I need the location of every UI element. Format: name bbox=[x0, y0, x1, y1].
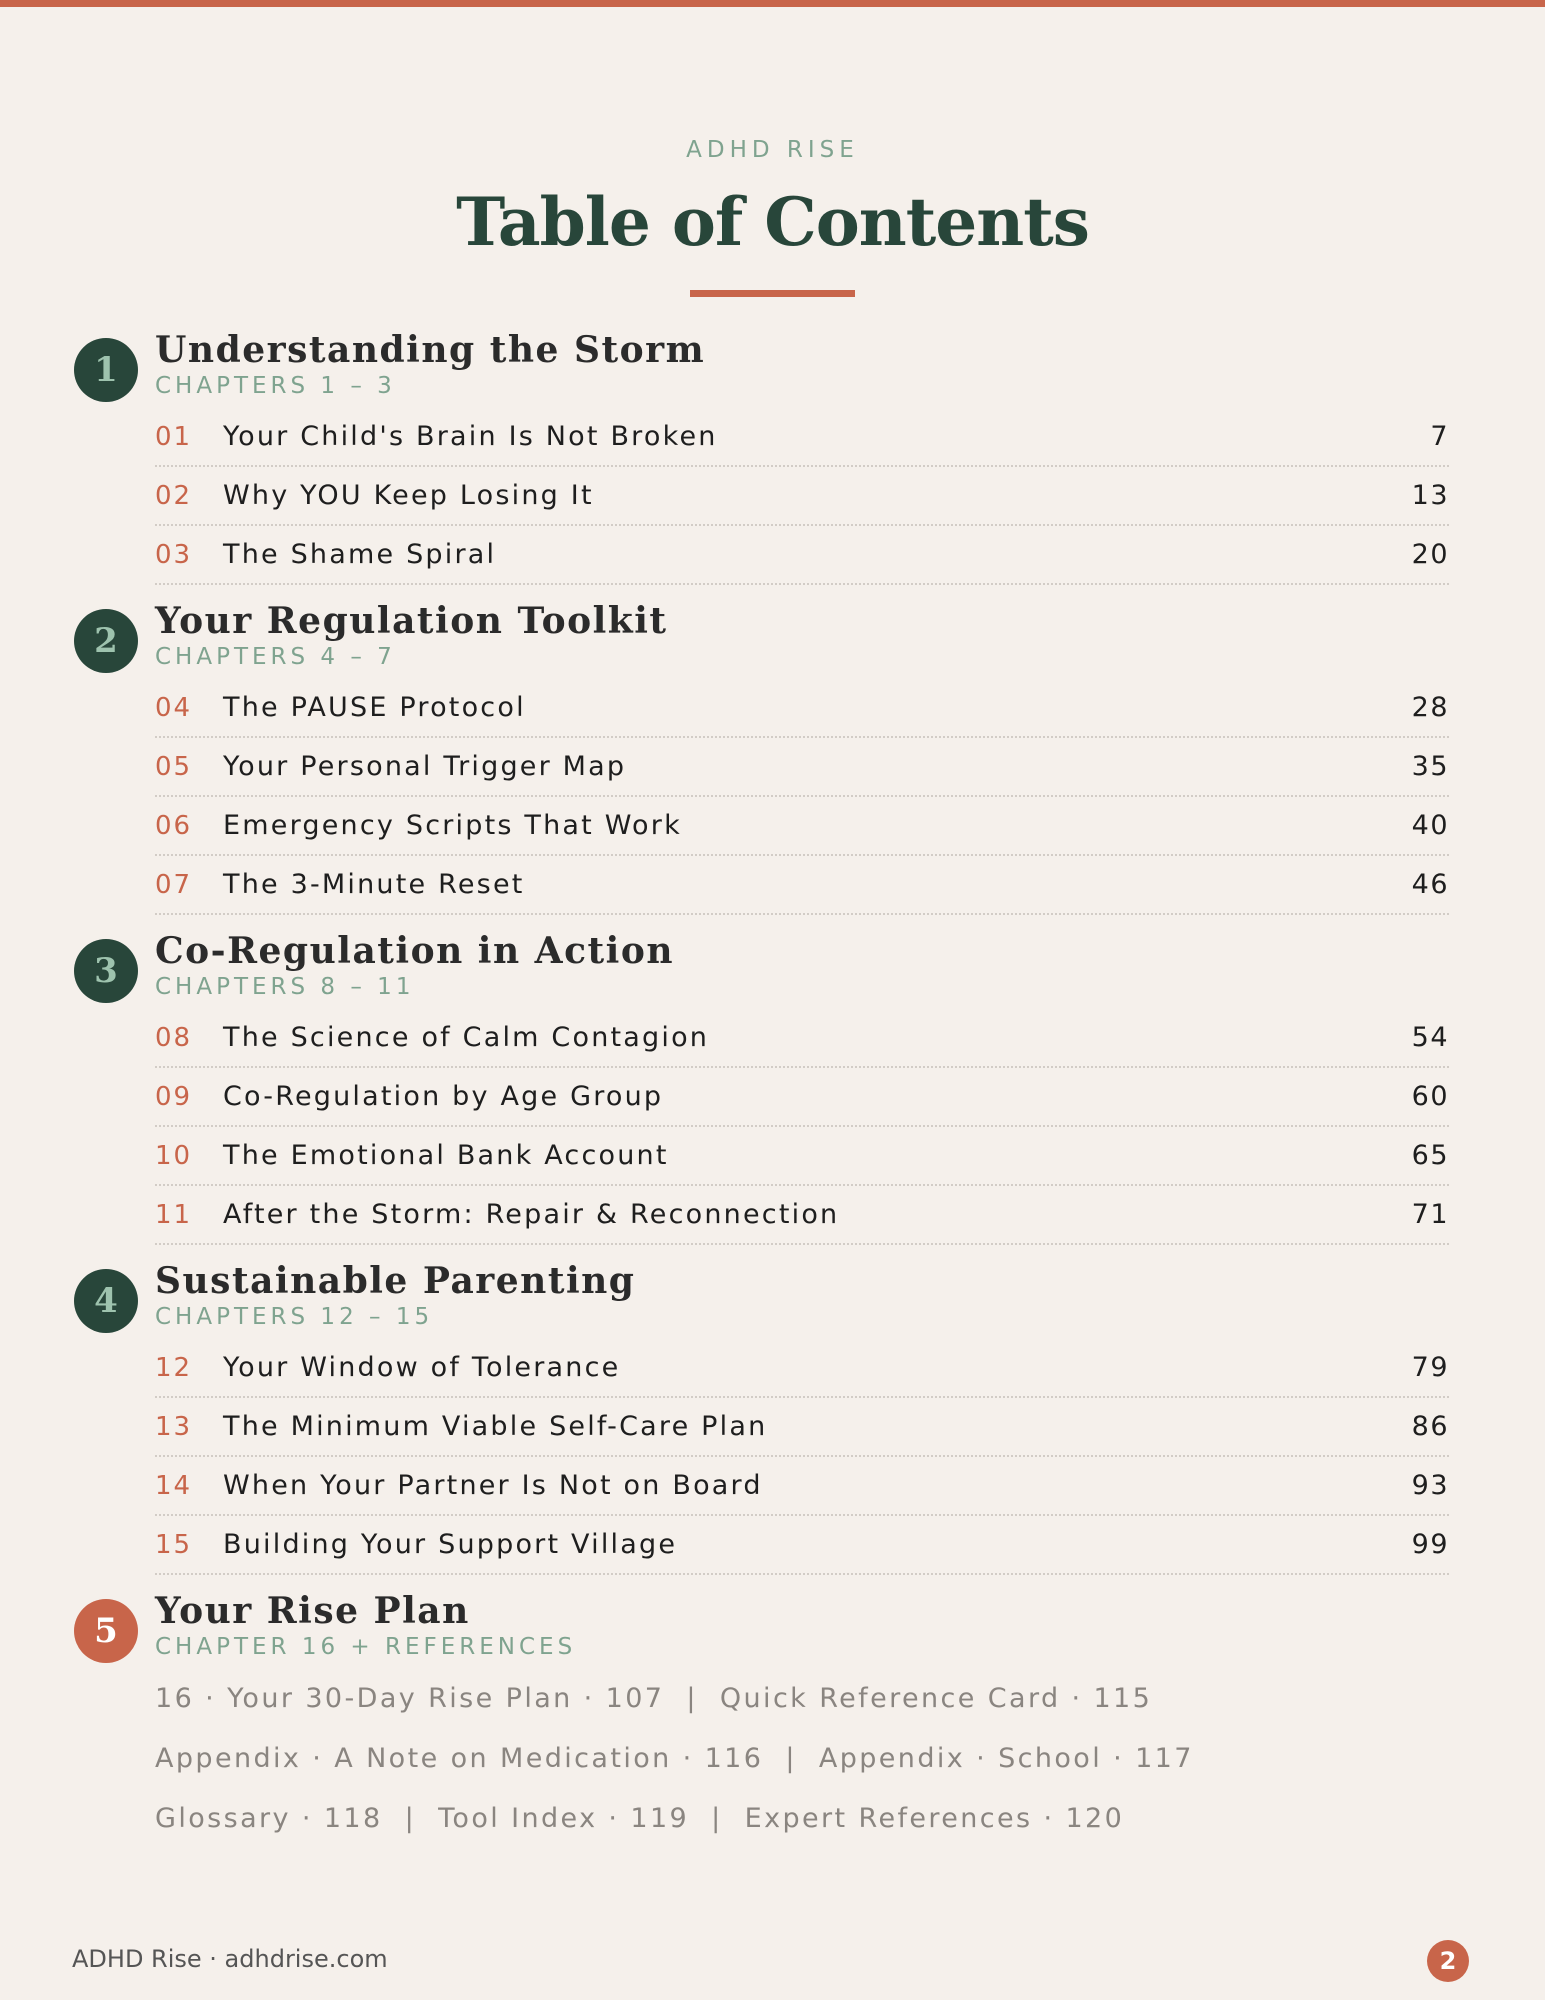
footer-brand: ADHD Rise · adhdrise.com bbox=[72, 1945, 388, 1973]
part-number-badge: 2 bbox=[74, 609, 138, 673]
chapter-row[interactable] bbox=[155, 1009, 1449, 1068]
reference-line bbox=[155, 1669, 1449, 1729]
chapter-number: 04 bbox=[155, 692, 193, 723]
chapter-title: When Your Partner Is Not on Board bbox=[223, 1470, 763, 1501]
chapter-row[interactable] bbox=[155, 679, 1449, 738]
chapter-row[interactable] bbox=[155, 1339, 1449, 1398]
part-number-badge: 1 bbox=[74, 338, 138, 402]
part-section-final bbox=[0, 1589, 1545, 1849]
chapter-title: The Emotional Bank Account bbox=[223, 1140, 669, 1171]
chapter-row[interactable] bbox=[155, 856, 1449, 915]
chapter-page: 28 bbox=[1411, 692, 1449, 723]
top-accent-bar bbox=[0, 0, 1545, 7]
part-title: Understanding the Storm bbox=[155, 329, 706, 371]
part-section bbox=[0, 929, 1545, 1245]
chapter-page: 79 bbox=[1411, 1352, 1449, 1383]
chapter-page: 93 bbox=[1411, 1470, 1449, 1501]
chapter-number: 02 bbox=[155, 480, 193, 511]
chapter-title: The PAUSE Protocol bbox=[223, 692, 526, 723]
chapter-page: 54 bbox=[1411, 1022, 1449, 1053]
chapter-title: Emergency Scripts That Work bbox=[223, 810, 682, 841]
separator: | bbox=[785, 1743, 797, 1774]
part-number-badge: 3 bbox=[74, 939, 138, 1003]
chapter-title: The Minimum Viable Self-Care Plan bbox=[223, 1411, 768, 1442]
chapter-page: 65 bbox=[1411, 1140, 1449, 1171]
part-section bbox=[0, 328, 1545, 585]
reference-link[interactable]: Quick Reference Card · 115 bbox=[719, 1683, 1153, 1714]
chapter-title: Your Child's Brain Is Not Broken bbox=[223, 421, 718, 452]
part-subtitle: CHAPTERS 4 – 7 bbox=[155, 644, 396, 670]
part-number-badge: 4 bbox=[74, 1269, 138, 1333]
chapter-number: 09 bbox=[155, 1081, 193, 1112]
reference-link[interactable]: Glossary · 118 bbox=[155, 1803, 383, 1834]
chapter-row[interactable] bbox=[155, 797, 1449, 856]
chapter-row[interactable] bbox=[155, 526, 1449, 585]
reference-link[interactable]: Appendix · A Note on Medication · 116 bbox=[155, 1743, 764, 1774]
separator: | bbox=[711, 1803, 723, 1834]
chapter-page: 71 bbox=[1411, 1199, 1449, 1230]
reference-link[interactable]: Expert References · 120 bbox=[744, 1803, 1125, 1834]
chapter-row[interactable] bbox=[155, 1068, 1449, 1127]
chapter-number: 07 bbox=[155, 869, 193, 900]
chapter-number: 13 bbox=[155, 1411, 193, 1442]
chapter-title: Building Your Support Village bbox=[223, 1529, 678, 1560]
chapter-page: 40 bbox=[1411, 810, 1449, 841]
chapter-number: 15 bbox=[155, 1529, 193, 1560]
chapter-page: 35 bbox=[1411, 751, 1449, 782]
chapter-number: 05 bbox=[155, 751, 193, 782]
chapter-number: 01 bbox=[155, 421, 193, 452]
chapter-row[interactable] bbox=[155, 1398, 1449, 1457]
chapter-number: 10 bbox=[155, 1140, 193, 1171]
page-title: Table of Contents bbox=[456, 183, 1089, 261]
table-of-contents bbox=[0, 328, 1545, 1863]
separator: | bbox=[686, 1683, 698, 1714]
reference-link[interactable]: Appendix · School · 117 bbox=[818, 1743, 1194, 1774]
chapter-page: 13 bbox=[1411, 480, 1449, 511]
chapter-row[interactable] bbox=[155, 1457, 1449, 1516]
reference-link[interactable]: Tool Index · 119 bbox=[438, 1803, 690, 1834]
part-number-badge: 5 bbox=[74, 1599, 138, 1663]
chapter-row[interactable] bbox=[155, 1516, 1449, 1575]
page-header bbox=[0, 134, 1545, 297]
part-title: Co-Regulation in Action bbox=[155, 930, 675, 972]
separator: | bbox=[404, 1803, 417, 1834]
chapter-number: 06 bbox=[155, 810, 193, 841]
part-subtitle: CHAPTERS 8 – 11 bbox=[155, 974, 415, 1000]
chapter-row[interactable] bbox=[155, 467, 1449, 526]
chapter-row[interactable] bbox=[155, 408, 1449, 467]
part-section bbox=[0, 1259, 1545, 1575]
chapter-page: 7 bbox=[1430, 421, 1449, 452]
chapter-title: The Science of Calm Contagion bbox=[223, 1022, 710, 1053]
chapter-number: 03 bbox=[155, 539, 193, 570]
chapter-number: 08 bbox=[155, 1022, 193, 1053]
reference-link[interactable]: 16 · Your 30-Day Rise Plan · 107 bbox=[155, 1683, 665, 1714]
title-underline bbox=[690, 290, 855, 297]
part-title: Sustainable Parenting bbox=[155, 1260, 636, 1302]
chapter-title: The 3-Minute Reset bbox=[223, 869, 525, 900]
part-section bbox=[0, 599, 1545, 915]
chapter-number: 11 bbox=[155, 1199, 193, 1230]
reference-line bbox=[155, 1789, 1449, 1849]
chapter-page: 20 bbox=[1411, 539, 1449, 570]
chapter-number: 14 bbox=[155, 1470, 193, 1501]
chapter-page: 86 bbox=[1411, 1411, 1449, 1442]
chapter-row[interactable] bbox=[155, 738, 1449, 797]
brand-label: ADHD RISE bbox=[686, 137, 859, 163]
chapter-number: 12 bbox=[155, 1352, 193, 1383]
chapter-title: Your Window of Tolerance bbox=[223, 1352, 621, 1383]
reference-line bbox=[155, 1729, 1449, 1789]
chapter-title: After the Storm: Repair & Reconnection bbox=[223, 1199, 840, 1230]
chapter-title: Your Personal Trigger Map bbox=[223, 751, 627, 782]
chapter-page: 60 bbox=[1411, 1081, 1449, 1112]
chapter-title: The Shame Spiral bbox=[223, 539, 497, 570]
chapter-row[interactable] bbox=[155, 1186, 1449, 1245]
part-title: Your Regulation Toolkit bbox=[155, 600, 668, 642]
chapter-title: Co-Regulation by Age Group bbox=[223, 1081, 664, 1112]
part-subtitle: CHAPTER 16 + REFERENCES bbox=[155, 1634, 577, 1660]
part-subtitle: CHAPTERS 1 – 3 bbox=[155, 373, 396, 399]
page-number-badge: 2 bbox=[1427, 1940, 1469, 1982]
chapter-page: 99 bbox=[1411, 1529, 1449, 1560]
chapter-page: 46 bbox=[1411, 869, 1449, 900]
part-subtitle: CHAPTERS 12 – 15 bbox=[155, 1304, 434, 1330]
chapter-title: Why YOU Keep Losing It bbox=[223, 480, 594, 511]
part-title: Your Rise Plan bbox=[155, 1590, 470, 1632]
chapter-row[interactable] bbox=[155, 1127, 1449, 1186]
